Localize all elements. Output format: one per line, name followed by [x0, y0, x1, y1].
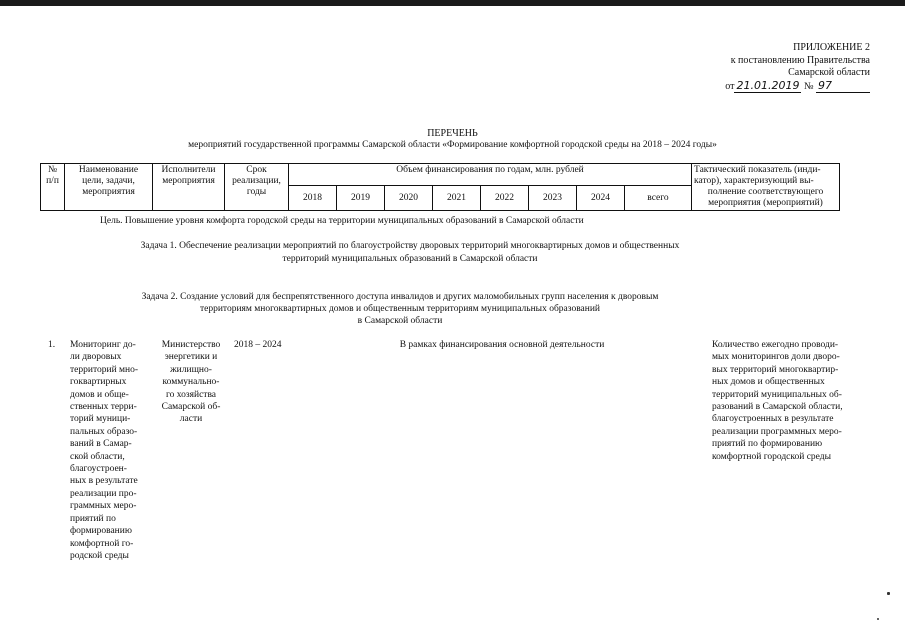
header-total: всего	[625, 186, 692, 211]
header-executors	[153, 164, 225, 211]
appendix-date-line	[700, 80, 870, 94]
name-line: ли дворовых	[70, 352, 122, 363]
indicator-line: Количество ежегодно проводи-	[712, 340, 839, 350]
indicator-line: вых территорий многоквартир-	[712, 364, 839, 375]
exec-line: коммунально-	[162, 377, 220, 388]
header-year: 2022	[481, 186, 529, 211]
header-period-line: годы	[246, 187, 267, 197]
exec-line: жилищно-	[170, 364, 212, 375]
header-year: 2020	[385, 186, 433, 211]
scan-speck	[887, 592, 890, 595]
task-1	[60, 240, 760, 266]
name-line: комфортной го-	[70, 538, 134, 549]
header-year: 2018	[289, 186, 337, 211]
exec-line: го хозяйства	[165, 389, 217, 400]
indicator-line: реализации программных меро-	[712, 426, 842, 437]
header-indicator-line: полнение соответствующего	[707, 187, 824, 197]
appendix-decree: к постановлению Правительства	[730, 54, 870, 66]
indicator-line: ных домов и общественных	[712, 377, 825, 388]
header-year: 2021	[433, 186, 481, 211]
document-subtitle: мероприятий государственной программы Самарской области «Формирование комфортной городской среды на 2018 – 2024 годы»	[188, 140, 717, 150]
name-line: пальных образо-	[70, 426, 138, 437]
indicator-line: комфортной городской среды	[712, 451, 831, 462]
header-funding-group: Объем финансирования по годам, млн. рублей	[289, 164, 692, 186]
name-line: благоустроен-	[70, 464, 127, 475]
indicator-line: мых мониторингов доли дворо-	[712, 352, 840, 363]
header-name	[65, 164, 153, 211]
document-title: ПЕРЕЧЕНЬ	[427, 128, 478, 139]
name-line: Мониторинг до-	[70, 340, 136, 350]
name-line: ных в результате	[70, 476, 138, 487]
name-line: ской области,	[70, 451, 125, 462]
scan-top-border	[0, 0, 905, 6]
appendix-block	[700, 42, 870, 93]
row-activity-name	[70, 339, 152, 562]
name-line: гоквартирных	[70, 377, 127, 388]
exec-line: ласти	[179, 414, 203, 425]
scan-speck	[877, 618, 879, 620]
task-2-line: в Самарской области	[357, 316, 443, 326]
header-period-line: Срок	[246, 165, 267, 175]
row-period: 2018 – 2024	[234, 340, 282, 350]
header-indicator-line: мероприятия (мероприятий)	[708, 198, 823, 208]
header-num-line: п/п	[46, 176, 59, 186]
header-name-line: мероприятия	[82, 187, 135, 197]
header-period	[225, 164, 289, 211]
name-line: реализации про-	[70, 488, 137, 499]
exec-line: энергетики и	[164, 352, 218, 363]
appendix-title: ПРИЛОЖЕНИЕ 2	[793, 42, 870, 53]
header-name-line: цели, задачи,	[82, 176, 135, 186]
name-line: ваний в Самар-	[70, 439, 132, 450]
header-num-line: №	[47, 165, 58, 175]
header-period-line: реализации,	[232, 176, 281, 186]
header-num	[41, 164, 65, 211]
header-year: 2019	[337, 186, 385, 211]
indicator-line: приятий по формированию	[712, 439, 823, 450]
task-1-line: Задача 1. Обеспечение реализации мероприятий по благоустройству дворовых территорий многоквартирных домов и общественных	[140, 241, 680, 251]
indicator-line: благоустроенных в результате	[712, 414, 834, 425]
name-line: территорий мно-	[70, 364, 139, 375]
row-indicator	[712, 339, 862, 463]
appendix-region: Самарской области	[788, 67, 870, 78]
exec-line: Министерство	[161, 340, 221, 350]
date-prefix: от	[725, 80, 735, 92]
header-year: 2023	[529, 186, 577, 211]
row-number: 1.	[48, 340, 56, 350]
number-prefix: №	[803, 80, 814, 92]
program-goal: Цель. Повышение уровня комфорта городской среды на территории муниципальных образований в Самарской области	[100, 216, 584, 226]
header-exec-line: Исполнители	[161, 165, 216, 175]
indicator-line: разований в Самарской области,	[712, 402, 843, 413]
date-value: 21.01.2019	[736, 78, 800, 92]
row-funding: В рамках финансирования основной деятельности	[399, 340, 605, 350]
header-exec-line: мероприятия	[162, 176, 215, 186]
header-year: 2024	[577, 186, 625, 211]
task-2-line: территориям многоквартирных домов и общественным территориям муниципальных образований	[199, 304, 601, 314]
header-indicator-line: катор), характеризующий вы-	[694, 176, 814, 186]
header-name-line: Наименование	[78, 165, 139, 175]
header-indicator	[692, 164, 840, 211]
name-line: торий муници-	[70, 414, 131, 425]
indicator-line: территорий муниципальных об-	[712, 389, 842, 400]
exec-line: Самарской об-	[161, 402, 221, 413]
name-line: формированию	[70, 526, 132, 537]
task-2	[50, 291, 750, 327]
program-header-table	[40, 163, 840, 211]
name-line: домов и обще-	[70, 389, 129, 400]
header-indicator-line: Тактический показатель (инди-	[694, 165, 821, 175]
number-value: 97	[816, 80, 870, 94]
name-line: ственных терри-	[70, 402, 137, 413]
row-executor	[157, 339, 225, 426]
name-line: родской среды	[70, 550, 129, 561]
name-line: граммных меро-	[70, 501, 137, 512]
task-2-line: Задача 2. Создание условий для беспрепятственного доступа инвалидов и других маломобильных групп населения к дворовым	[141, 292, 659, 302]
name-line: приятий по	[70, 513, 116, 524]
task-1-line: территорий муниципальных образований в Самарской области	[282, 254, 538, 264]
